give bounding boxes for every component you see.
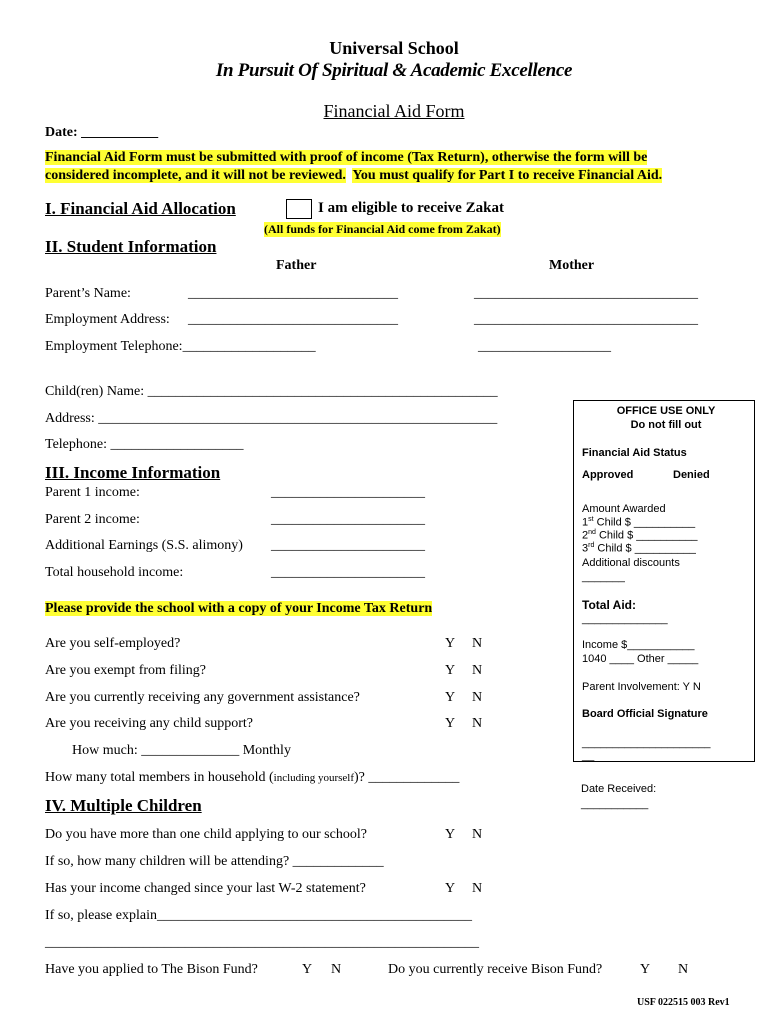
notice-text-1: Financial Aid Form must be submitted with proof of income (Tax Return), otherwise the form will be	[45, 150, 648, 165]
total-aid-label: Total Aid:	[582, 598, 636, 612]
no-option[interactable]: N	[472, 716, 483, 731]
notice-line-2	[45, 168, 662, 184]
child-1-suffix: st	[588, 516, 594, 523]
board-signature-label: Board Official Signature	[582, 708, 708, 720]
income-row-label: Parent 2 income:	[45, 512, 140, 527]
form-title: Financial Aid Form	[323, 101, 465, 121]
child-3-ordinal: 3	[582, 542, 589, 555]
office-use-title: OFFICE USE ONLY	[616, 405, 716, 417]
household-members-label-a: How many total members in household (	[45, 770, 274, 785]
notice-text-2b: You must qualify for Part I to receive Financial Aid.	[352, 168, 663, 183]
additional-discounts-blank: _______	[582, 571, 625, 583]
school-motto: In Pursuit Of Spiritual & Academic Excellence	[215, 60, 573, 81]
board-signature-line: _____________________	[582, 737, 711, 749]
amount-awarded-label: Amount Awarded	[582, 503, 666, 515]
father-employment-address-field[interactable]: ______________________________	[188, 312, 398, 327]
income-row-label: Additional Earnings (S.S. alimony)	[45, 538, 243, 553]
date-field[interactable]: Date: ___________	[45, 125, 159, 140]
additional-discounts-label: Additional discounts	[582, 557, 680, 569]
no-option[interactable]: N	[472, 663, 483, 678]
child-2-amount	[582, 529, 697, 542]
employment-address-label: Employment Address:	[45, 312, 170, 327]
yes-option[interactable]: Y	[445, 690, 456, 705]
zakat-label: I am eligible to receive Zakat	[318, 200, 504, 216]
bison-fund-current-question: Do you currently receive Bison Fund?	[388, 962, 603, 977]
section-2-heading: II. Student Information	[45, 237, 217, 256]
additional-earnings-field[interactable]: ______________________	[271, 538, 425, 553]
board-signature-line-2: __	[582, 750, 595, 762]
tax-return-notice-text: Please provide the school with a copy of your Income Tax Return	[45, 601, 433, 616]
income-row-label: Parent 1 income:	[45, 485, 140, 500]
address-field[interactable]: Address: _________________________________________________________	[45, 411, 498, 426]
yes-option[interactable]: Y	[445, 663, 456, 678]
household-members-field[interactable]	[45, 770, 459, 786]
child-3-suffix: rd	[588, 542, 595, 549]
parent-2-income-field[interactable]: ______________________	[271, 512, 425, 527]
total-household-income-field[interactable]: ______________________	[271, 565, 425, 580]
office-use-box	[573, 400, 755, 762]
employment-telephone-field[interactable]: Employment Telephone:___________________	[45, 339, 316, 354]
form-code: USF 022515 003 Rev1	[637, 997, 730, 1008]
parent-1-income-field[interactable]: ______________________	[271, 485, 425, 500]
child-2-ordinal: 2	[582, 529, 589, 542]
question-label: Are you currently receiving any government assistance?	[45, 690, 360, 705]
parent-involvement-field: Parent Involvement: Y N	[582, 681, 701, 693]
income-office-field: Income $___________	[582, 639, 695, 651]
child-3-blank: Child $ __________	[594, 542, 696, 555]
no-option[interactable]: N	[331, 962, 342, 977]
father-name-field[interactable]: ______________________________	[188, 286, 398, 301]
child-3-amount	[582, 542, 696, 555]
notice-text-2a: considered incomplete, and it will not be reviewed.	[45, 168, 346, 183]
child-support-amount-field[interactable]: How much: ______________ Monthly	[72, 743, 291, 758]
telephone-field[interactable]: Telephone: ___________________	[45, 437, 244, 452]
question-label: Are you exempt from filing?	[45, 663, 206, 678]
zakat-note: (All funds for Financial Aid come from Zakat)	[264, 222, 501, 236]
question-label: Are you self-employed?	[45, 636, 181, 651]
children-attending-field[interactable]: If so, how many children will be attending? _____________	[45, 854, 384, 869]
no-option[interactable]: N	[472, 881, 483, 896]
yes-option[interactable]: Y	[640, 962, 651, 977]
tax-return-notice	[45, 601, 432, 617]
household-members-label-c: )? _____________	[354, 770, 460, 785]
mother-name-field[interactable]: ________________________________	[474, 286, 698, 301]
school-name: Universal School	[329, 38, 459, 58]
zakat-checkbox[interactable]	[286, 199, 312, 219]
yes-option[interactable]: Y	[445, 827, 456, 842]
yes-option[interactable]: Y	[445, 881, 456, 896]
income-changed-question: Has your income changed since your last W-2 statement?	[45, 881, 366, 896]
denied-option: Denied	[673, 469, 710, 481]
child-1-ordinal: 1	[582, 516, 589, 529]
section-3-heading: III. Income Information	[45, 463, 221, 482]
child-2-suffix: nd	[588, 529, 596, 536]
explain-field-line-2[interactable]: ______________________________________________________________	[45, 935, 479, 950]
no-option[interactable]: N	[472, 827, 483, 842]
child-1-amount	[582, 516, 695, 529]
no-option[interactable]: N	[472, 636, 483, 651]
multiple-children-question: Do you have more than one child applying to our school?	[45, 827, 367, 842]
explain-field[interactable]: If so, please explain_____________________________________________	[45, 908, 472, 923]
parent-name-label: Parent’s Name:	[45, 286, 131, 301]
total-aid-blank: ______________	[582, 613, 668, 625]
household-members-label-b: including yourself	[273, 772, 354, 784]
approved-option: Approved	[582, 469, 634, 481]
section-4-heading: IV. Multiple Children	[45, 796, 202, 815]
financial-aid-status-title: Financial Aid Status	[582, 447, 687, 459]
question-label: Are you receiving any child support?	[45, 716, 253, 731]
notice-line-1	[45, 150, 647, 166]
no-option[interactable]: N	[678, 962, 689, 977]
yes-option[interactable]: Y	[445, 716, 456, 731]
bison-fund-applied-question: Have you applied to The Bison Fund?	[45, 962, 258, 977]
children-name-field[interactable]: Child(ren) Name: __________________________________________________	[45, 384, 498, 399]
yes-option[interactable]: Y	[302, 962, 313, 977]
income-row-label: Total household income:	[45, 565, 184, 580]
form-1040-field: 1040 ____ Other _____	[582, 653, 699, 665]
mother-employment-address-field[interactable]: ________________________________	[474, 312, 698, 327]
yes-option[interactable]: Y	[445, 636, 456, 651]
mother-column-header: Mother	[549, 258, 595, 273]
no-option[interactable]: N	[472, 690, 483, 705]
father-column-header: Father	[276, 258, 317, 273]
office-use-subtitle: Do not fill out	[630, 419, 702, 431]
child-1-blank: Child $ __________	[593, 516, 696, 529]
child-2-blank: Child $ __________	[595, 529, 698, 542]
date-received-blank: ___________	[581, 798, 649, 810]
section-1-heading: I. Financial Aid Allocation	[45, 199, 236, 218]
date-received-label: Date Received:	[581, 783, 657, 795]
mother-employment-telephone-field[interactable]: ___________________	[478, 339, 611, 354]
